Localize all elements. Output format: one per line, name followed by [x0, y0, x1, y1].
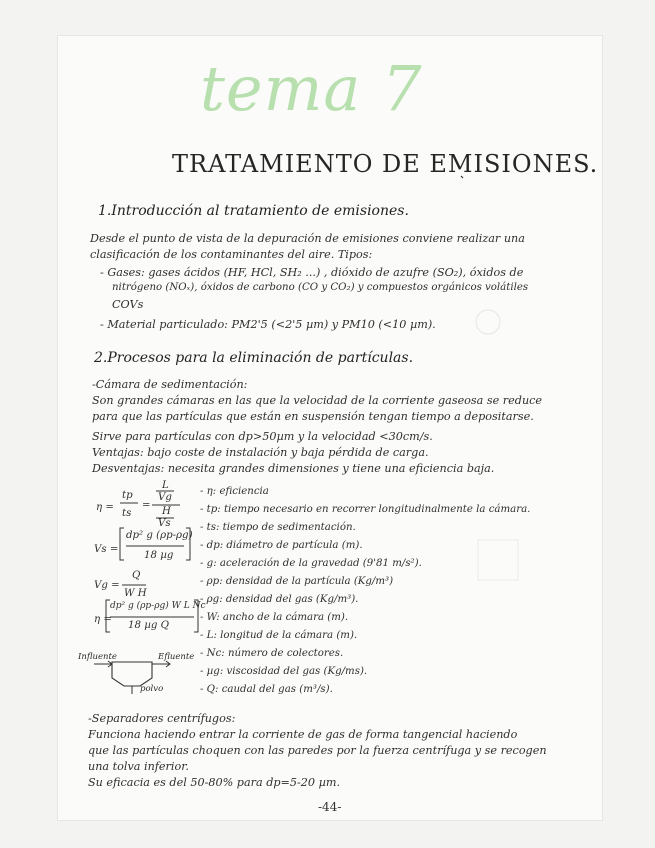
legend-item: - dp: diámetro de partícula (m). [200, 540, 363, 551]
vs-bracket-right [186, 528, 190, 560]
eta-frac2-numerator: L [162, 480, 169, 491]
vs-lhs: Vs = [94, 544, 119, 555]
material-line: - Material particulado: PM2'5 (<2'5 µm) y PM10 (<10 µm). [100, 318, 436, 331]
chamber-outline [112, 662, 152, 686]
desventajas-line: Desventajas: necesita grandes dimensiones y tiene una eficiencia baja. [92, 462, 495, 475]
intro-line-1: Desde el punto de vista de la depuración de emisiones conviene realizar una [90, 232, 525, 245]
ghost-sketch [476, 310, 500, 334]
separadores-line-1: Funciona haciendo entrar la corriente de gas de forma tangencial haciendo [88, 728, 518, 741]
intro-line-2: clasificación de los contaminantes del aire. Tipos: [90, 248, 373, 261]
separadores-line-4: Su eficacia es del 50-80% para dp=5-20 µm. [88, 776, 341, 789]
gases-line-2: nitrógeno (NOₓ), óxidos de carbono (CO y CO₂) y compuestos orgánicos volátiles [112, 282, 529, 293]
title-dot [461, 176, 463, 178]
gases-line-1: - Gases: gases ácidos (HF, HCl, SH₂ ...) , dióxido de azufre (SO₂), óxidos de [100, 266, 524, 279]
eta-frac2-denominator-sub: Vs [158, 518, 171, 529]
eta2-numerator: dp² g (ρp-ρg) W L Nc [110, 601, 206, 611]
eta2-bracket-right [194, 600, 198, 632]
page-title: TRATAMIENTO DE EMISIONES. [172, 150, 599, 178]
eta-numerator: tp [122, 490, 133, 501]
eta2-denominator: 18 µg Q [128, 620, 169, 631]
legend-item: - Q: caudal del gas (m³/s). [200, 684, 333, 695]
legend-item: - W: ancho de la cámara (m). [200, 612, 349, 623]
separadores-line-2: que las partículas choquen con las paredes por la fuerza centrífuga y se recogen [88, 744, 547, 757]
gases-line-3: COVs [112, 298, 144, 311]
eta2-lhs: η = [94, 614, 112, 625]
eta-denominator: ts [122, 508, 132, 519]
legend-item: - ts: tiempo de sedimentación. [200, 522, 356, 533]
section2-heading: 2.Procesos para la eliminación de partículas. [94, 350, 414, 366]
eta-frac2-numerator-sub: Vg [158, 492, 172, 503]
diagram-dust-label: polvo [140, 684, 164, 694]
vg-lhs: Vg = [94, 580, 120, 591]
legend-item: - Nc: número de colectores. [200, 648, 344, 659]
chapter-heading: tema 7 [200, 52, 423, 125]
ventajas-line: Ventajas: bajo coste de instalación y baja pérdida de carga. [92, 446, 429, 459]
legend-item: - µg: viscosidad del gas (Kg/ms). [200, 666, 368, 677]
sirve-line: Sirve para partículas con dp>50µm y la velocidad <30cm/s. [92, 430, 433, 443]
vs-bracket-left [120, 528, 124, 560]
legend-item: - g: aceleración de la gravedad (9'81 m/s²). [200, 558, 422, 569]
separadores-title: -Separadores centrífugos: [88, 712, 236, 725]
legend-item: - tp: tiempo necesario en recorrer longitudinalmente la cámara. [200, 504, 531, 515]
section1-heading: 1.Introducción al tratamiento de emisiones. [98, 203, 409, 219]
camara-line-2: para que las partículas que están en suspensión tengan tiempo a depositarse. [92, 410, 534, 423]
vs-numerator: dp² g (ρp-ρg) [126, 530, 193, 541]
vs-denominator: 18 µg [144, 550, 174, 561]
page-number: -44- [318, 800, 342, 814]
camara-line-1: Son grandes cámaras en las que la velocidad de la corriente gaseosa se reduce [92, 394, 543, 407]
legend-item: - ρg: densidad del gas (Kg/m³). [200, 594, 359, 605]
legend-item: - η: eficiencia [200, 486, 269, 497]
eta-equals: = [142, 500, 151, 511]
camara-title: -Cámara de sedimentación: [92, 378, 248, 391]
diagram-influent-label: Influente [78, 652, 117, 662]
eta-lhs: η = [96, 502, 114, 513]
eta2-bracket-left [106, 600, 110, 632]
legend-item: - L: longitud de la cámara (m). [200, 630, 358, 641]
eta-frac2-denominator: H [162, 506, 171, 517]
ghost-sketch-box [478, 540, 518, 580]
diagram-effluent-label: Efluente [158, 652, 195, 662]
vg-denominator: W H [124, 588, 147, 599]
legend-item: - ρp: densidad de la partícula (Kg/m³) [200, 576, 394, 587]
separadores-line-3: una tolva inferior. [88, 760, 189, 773]
vg-numerator: Q [132, 570, 141, 581]
